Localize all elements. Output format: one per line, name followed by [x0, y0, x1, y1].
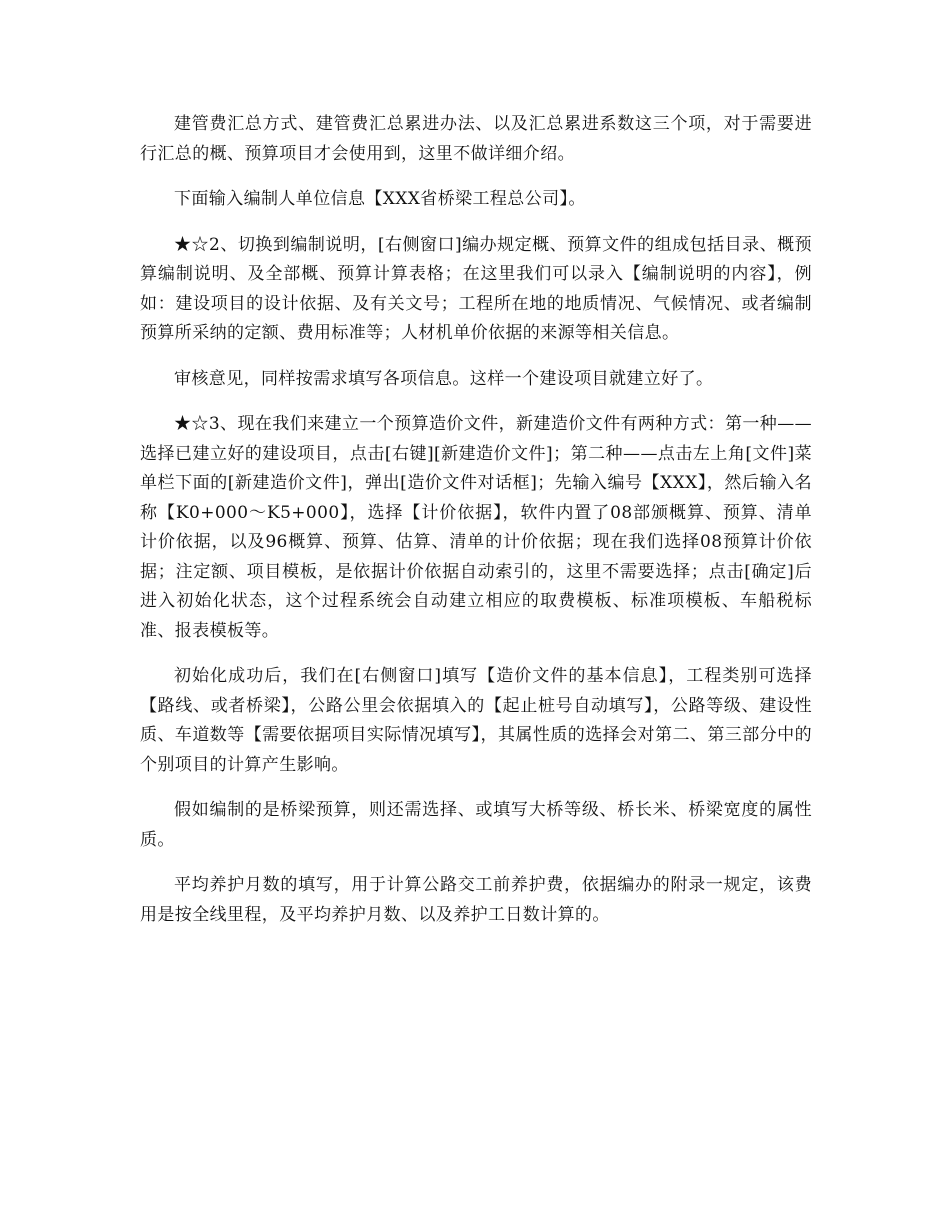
- paragraph-bridge-budget: 假如编制的是桥梁预算，则还需选择、或填写大桥等级、桥长米、桥梁宽度的属性质。: [140, 800, 812, 850]
- paragraph-maintenance-months: 平均养护月数的填写，用于计算公路交工前养护费，依据编办的附录一规定，该费用是按全线里程，及平均养护月数、以及养护工日数计算的。: [140, 875, 812, 925]
- paragraph-step-2: ★☆2、切换到编制说明，[右侧窗口]编办规定概、预算文件的组成包括目录、概预算编制说明、及全部概、预算计算表格；在这里我们可以录入【编制说明的内容】，例如：建设项目的设计依据、及有关文号；工程所在地的地质情况、气候情况、或者编制预算所采纳的定额、费用标准等；人材机单价依据的来源等相关信息。: [140, 234, 812, 343]
- paragraph-step-3: ★☆3、现在我们来建立一个预算造价文件，新建造价文件有两种方式：第一种——选择已建立好的建设项目，点击[右键][新建造价文件]；第二种——点击左上角[文件]菜单栏下面的[新建造价文件]，弹出[造价文件对话框]；先输入编号【XXX】，然后输入名称【K0+000～K5+000】，选择【计价依据】，软件内置了08部颁概算、预算、清单计价依据，以及96概算、预算、估算、清单的计价依据；现在我们选择08预算计价依据；注定额、项目模板，是依据计价依据自动索引的，这里不需要选择；点击[确定]后进入初始化状态，这个过程系统会自动建立相应的取费模板、标准项模板、车船税标准、报表模板等。: [140, 414, 812, 641]
- paragraph-summary-methods: 建管费汇总方式、建管费汇总累进办法、以及汇总累进系数这三个项，对于需要进行汇总的概、预算项目才会使用到，这里不做详细介绍。: [140, 114, 812, 164]
- paragraph-compiler-unit: 下面输入编制人单位信息【XXX省桥梁工程总公司】。: [174, 189, 586, 209]
- paragraph-review-opinion: 审核意见，同样按需求填写各项信息。这样一个建设项目就建立好了。: [174, 368, 714, 389]
- document-body: [140, 110, 812, 946]
- paragraph-initialization: 初始化成功后，我们在[右侧窗口]填写【造价文件的基本信息】，工程类别可选择【路线、或者桥梁】，公路公里会依据填入的【起止桩号自动填写】，公路等级、建设性质、车道数等【需要依据项目实际情况填写】，其属性质的选择会对第二、第三部分中的个别项目的计算产生影响。: [140, 666, 812, 775]
